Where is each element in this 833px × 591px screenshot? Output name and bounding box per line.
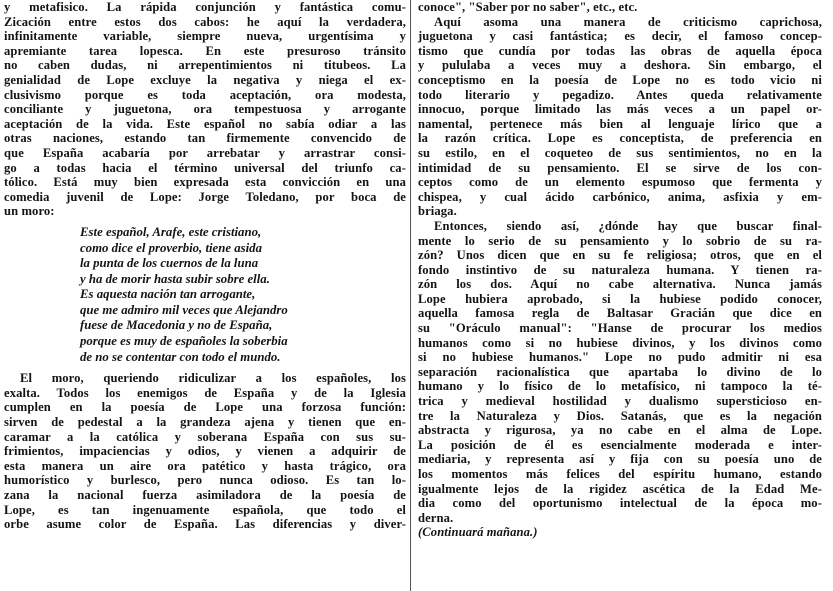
text-line: Aquí asoma una manera de criticismo caprichosa, [434, 14, 822, 29]
text-line: fondo instintivo de su naturaleza humana. Y tienen ra- [418, 262, 822, 277]
text-line: exalta. Todos los enemigos de España y de la Iglesia [4, 385, 406, 400]
right-paragraph-0 [418, 0, 822, 15]
text-line: tismo que cundía por todas las obras de aquella época [418, 43, 822, 58]
text-line: chispea, y cual ácido carbónico, anima, asfixia y em- [418, 189, 822, 204]
text-line: conoce", "Saber por no saber", etc., etc. [418, 0, 638, 14]
text-line: no caben dudas, ni arrepentimientos ni titubeos. La [4, 58, 406, 73]
left-column [4, 0, 406, 532]
text-line: derna. [418, 510, 454, 525]
column-divider [410, 0, 411, 591]
text-line: juguetona y casi fantástica; es decir, el famoso concep- [418, 29, 822, 44]
text-line: Zicación entre estos dos cabos: he aquí la verdadera, [4, 14, 406, 29]
verse-line: que me admiro mil veces que Alejandro [80, 302, 288, 317]
verse-line: como dice el proverbio, tiene asida [80, 240, 262, 255]
text-line: mente lo serio de su pensamiento y lo sobrio de su ra- [418, 233, 822, 248]
left-paragraph-2 [4, 371, 406, 532]
text-line: clusivismo porque es toda aceptación, ora modesta, [4, 87, 406, 102]
right-column [418, 0, 822, 540]
text-line: ceptos como de un elemento espumoso que fermenta y [418, 175, 822, 190]
verse-line: la punta de los cuernos de la luna [80, 256, 259, 271]
text-line: separación racionalística que apartaba lo divino de lo [418, 364, 822, 379]
text-line: frimientos, impaciencias y odios, y vienen a adquirir de [4, 444, 406, 459]
continuation-note: (Continuará mañana.) [418, 525, 538, 540]
text-line: Entonces, siendo así, ¿dónde hay que buscar final- [434, 218, 822, 233]
verse-line: porque es muy de españoles la soberbia [80, 334, 288, 349]
text-line: tre la Naturaleza y Dios. Satanás, que es la negación [418, 408, 822, 423]
text-line: conciliante y juguetona, ora tempestuosa y arrogante [4, 102, 406, 117]
verse-line: fuese de Macedonia y no de España, [80, 318, 273, 333]
right-paragraph-2 [418, 219, 822, 525]
text-line: que España acabaría por arrebatar y arrastrar consi- [4, 145, 406, 160]
text-line: todo literario y pegadizo. Antes queda relativamente [418, 87, 822, 102]
text-line: humanos como si no hubiese divinos, y los divinos como [418, 335, 822, 350]
text-line: briaga. [418, 204, 457, 219]
text-line: intimidad de su pensamiento. El se sirve de los con- [418, 160, 822, 175]
verse-line: de no se contentar con todo el mundo. [80, 349, 281, 364]
text-line: namental, pertenece más bien al lenguaje lírico que a [418, 116, 822, 131]
text-line: humano y lo físico de lo metafísico, ni tampoco la té- [418, 379, 822, 394]
text-line: un moro: [4, 204, 55, 219]
text-line: aceptación de la vida. Este español no sabía odiar a las [4, 116, 406, 131]
text-line: mediaria, y representa así y fija con su poesía uno de [418, 452, 822, 467]
text-line: Lope, es tan ingenuamente española, que todo el [4, 502, 406, 517]
text-line: go a todas hacia el término universal del triunfo ca- [4, 160, 406, 175]
text-line: zón los dos. Aquí no cabe alternativa. Nunca jamás [418, 277, 822, 292]
text-line: innocuo, porque limitado las más veces a un papel or- [418, 102, 822, 117]
text-line: y metafisico. La rápida conjunción y fantástica comu- [4, 0, 406, 14]
text-line: caramar a la católica y soberana España con sus su- [4, 429, 406, 444]
text-line: abstracta y rigurosa, ya no cabe en el alma de Lope. [418, 423, 822, 438]
text-line: apremiante tarea lopesca. En este presuroso tránsito [4, 43, 406, 58]
right-paragraph-1 [418, 15, 822, 219]
verse-block [4, 225, 406, 365]
text-line: zón? Unos dicen que en su fe religiosa; otros, que en el [418, 248, 822, 263]
text-line: aquella famosa regla de Baltasar Gracián que dice en [418, 306, 822, 321]
left-paragraph-1 [4, 0, 406, 219]
text-line: su "Oráculo manual": "Hanse de procurar los medios [418, 321, 822, 336]
verse-line: y ha de morir hasta subir sobre ella. [80, 271, 270, 286]
text-line: si no hubiese humanos." Lope no pudo admitir ni esa [418, 350, 822, 365]
text-line: infinitamente variable, siempre nueva, urgentísima y [4, 29, 406, 44]
text-line: sirven de pedestal a la grandeza ajena y tienen que en- [4, 415, 406, 430]
text-line: orbe asume color de España. Las diferencias y diver- [4, 517, 406, 532]
text-line: su estilo, en el coqueteo de sus sentimientos, no en la [418, 145, 822, 160]
text-line: conceptismo en la poesía de Lope no es todo vicio ni [418, 72, 822, 87]
text-line: dia como del oportunismo intelectual de la época mo- [418, 496, 822, 511]
text-line: y pululaba a veces muy a deshora. Sin embargo, el [418, 58, 822, 73]
text-line: comedia juvenil de Lope: Jorge Toledano, por boca de [4, 189, 406, 204]
text-line: tólico. Está muy bien expresada esta convicción en una [4, 175, 406, 190]
text-line: cumplen en la poesía de Lope una forzosa función: [4, 400, 406, 415]
text-line: los momentos más felices del espíritu humano, estando [418, 467, 822, 481]
text-line: genialidad de Lope excluye la negativa y niega el ex- [4, 72, 406, 87]
verse-line: Este español, Arafe, este cristiano, [80, 224, 262, 239]
text-line: trica y medieval hostilidad y dualismo supersticioso en- [418, 394, 822, 409]
text-line: la razón crítica. Lope es conceptista, de preferencia en [418, 131, 822, 146]
text-line: igualmente lejos de la rigidez ascética de la Edad Me- [418, 481, 822, 496]
text-line: esta manera un aire ora patético y hasta trágico, ora [4, 458, 406, 473]
text-line: humorístico y burlesco, pero nunca odioso. Es tan lo- [4, 473, 406, 488]
text-line: El moro, queriendo ridiculizar a los españoles, los [20, 371, 406, 386]
text-line: zana la nacional fuerza asimiladora de la poesía de [4, 488, 406, 502]
text-line: otras naciones, estando tan firmemente convencido de [4, 131, 406, 146]
verse-line: Es aquesta nación tan arrogante, [80, 287, 256, 302]
text-line: Lope hubiera aprobado, si la hubiese podido conocer, [418, 291, 822, 306]
text-line: La posición de él es esencialmente moderada e inter- [418, 437, 822, 452]
